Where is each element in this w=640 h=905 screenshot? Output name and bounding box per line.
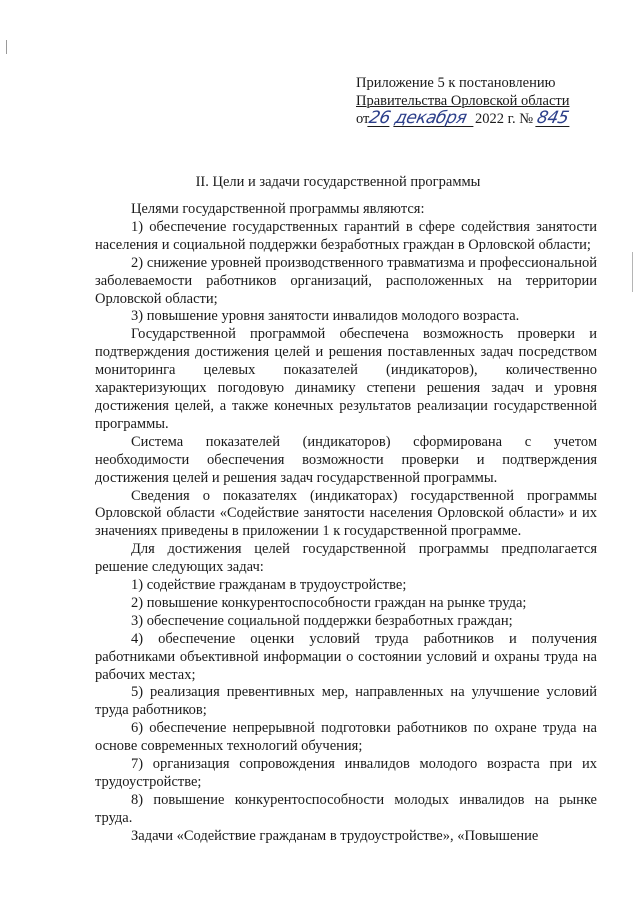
- document-body: [95, 201, 597, 846]
- paragraph: Сведения о показателях (индикаторах) государственной программы Орловской области «Содействие занятости населения Орловской области» и их значениях приведены в приложении 1 к государственной программе.: [95, 487, 597, 540]
- paragraph: 2) повышение конкурентоспособности граждан на рынке труда;: [131, 594, 527, 611]
- paragraph: Для достижения целей государственной программы предполагается решение следующих задач:: [95, 541, 597, 576]
- paragraph: Государственной программой обеспечена возможность проверки и подтверждения достижения целей и решения поставленных задач посредством мониторинга целевых показателей (индикаторов), количественно характеризующих погодовую динамику степени решения задач и уровня достижения целей, а также конечных результатов реализации государственной программы.: [95, 326, 597, 432]
- handwritten-doc-number: 845: [535, 111, 572, 127]
- paragraph: 1) обеспечение государственных гарантий в сфере содействия занятости населения и социальной поддержки безработных граждан в Орловской области;: [95, 218, 597, 253]
- paragraph: Задачи «Содействие гражданам в трудоустройстве», «Повышение: [131, 827, 539, 844]
- paragraph: 4) обеспечение оценки условий труда работников и получения работниками объективной информации о состоянии условий и охраны труда на рабочих местах;: [95, 630, 597, 683]
- section-title: II. Цели и задачи государственной программы: [195, 174, 481, 190]
- right-margin-mark: [632, 252, 633, 292]
- appendix-header: [356, 74, 596, 128]
- paragraph: Целями государственной программы являются:: [131, 201, 425, 217]
- paragraph: 7) организация сопровождения инвалидов молодого возраста при их трудоустройстве;: [95, 756, 597, 790]
- handwritten-day: 26: [367, 108, 393, 128]
- date-year-suffix: 2022 г. №: [475, 111, 534, 127]
- paragraph: 6) обеспечение непрерывной подготовки работников по охране труда на основе современных технологий обучения;: [95, 720, 597, 755]
- paragraph: 5) реализация превентивных мер, направленных на улучшение условий труда работников;: [95, 684, 597, 719]
- paragraph: 1) содействие гражданам в трудоустройстве;: [131, 577, 407, 594]
- paragraph: Система показателей (индикаторов) сформирована с учетом необходимости обеспечения возможности проверки и подтверждения достижения целей и решения задач государственной программы.: [95, 433, 597, 486]
- header-line-2: Правительства Орловской области: [356, 93, 570, 109]
- paragraph: 2) снижение уровней производственного травматизма и профессиональной заболеваемости работников организаций, расположенных на территории Орловской области;: [95, 254, 597, 307]
- paragraph: 8) повышение конкурентоспособности молодых инвалидов на рынке труда.: [95, 791, 597, 826]
- header-date-line: [356, 110, 596, 128]
- header-line-1: Приложение 5 к постановлению: [356, 75, 556, 91]
- paragraph: 3) повышение уровня занятости инвалидов молодого возраста.: [131, 308, 520, 325]
- handwritten-month: декабря: [393, 111, 476, 127]
- paragraph: 3) обеспечение социальной поддержки безработных граждан;: [131, 612, 513, 629]
- left-margin-mark: [6, 40, 7, 54]
- date-prefix: от: [356, 111, 370, 127]
